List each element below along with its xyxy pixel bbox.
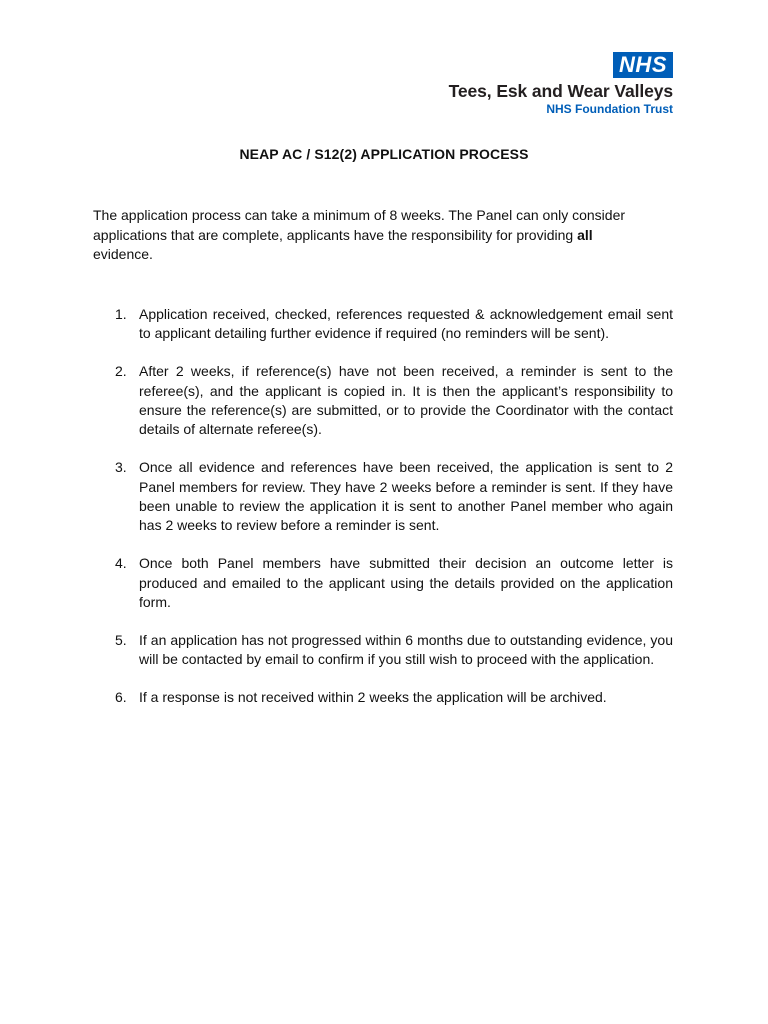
step-number: 1. [115,306,127,322]
nhs-logo [449,52,673,116]
intro-text-after: evidence. [93,246,153,262]
list-item [93,688,673,707]
list-item [93,362,673,440]
intro-bold: all [577,226,593,243]
intro-paragraph [93,206,633,265]
list-item [93,554,673,612]
process-steps-list [93,305,673,707]
nhs-badge: NHS [613,52,673,78]
step-number: 6. [115,689,127,706]
list-item [93,458,673,536]
step-number: 5. [115,631,127,648]
step-number: 3. [115,459,127,476]
step-text: If an application has not progressed within 6 months due to outstanding evidence, you will be contacted by email to confirm if you still wish to proceed with the application. [139,631,673,668]
step-text: After 2 weeks, if reference(s) have not been received, a reminder is sent to the referee(s), and the applicant is copied in. It is then the applicant’s responsibility to ensure the reference(s) are submitted, or to provide the Coordinator with the contact details of alternate referee(s). [139,363,673,438]
step-text: If a response is not received within 2 weeks the application will be archived. [139,689,607,706]
trust-name: Tees, Esk and Wear Valleys [448,81,673,101]
list-item [93,305,673,344]
intro-text-before: The application process can take a minimum of 8 weeks. The Panel can only consider applications that are complete, applicants have the responsibility for providing [93,207,626,243]
step-number: 4. [115,555,127,572]
trust-subtitle: NHS Foundation Trust [546,102,673,116]
step-number: 2. [115,363,127,380]
step-text: Once all evidence and references have been received, the application is sent to 2 Panel members for review. They have 2 weeks before a reminder is sent. If they have been unable to review the application it is sent to another Panel member who again has 2 weeks to review before a reminder is sent. [139,459,673,534]
page-title: NEAP AC / S12(2) APPLICATION PROCESS [239,146,529,162]
list-item [93,631,673,670]
step-text: Once both Panel members have submitted their decision an outcome letter is produced and emailed to the applicant using the details provided on the application form. [139,555,673,611]
step-text: Application received, checked, references requested & acknowledgement email sent to applicant detailing further evidence if required (no reminders will be sent). [139,306,673,342]
